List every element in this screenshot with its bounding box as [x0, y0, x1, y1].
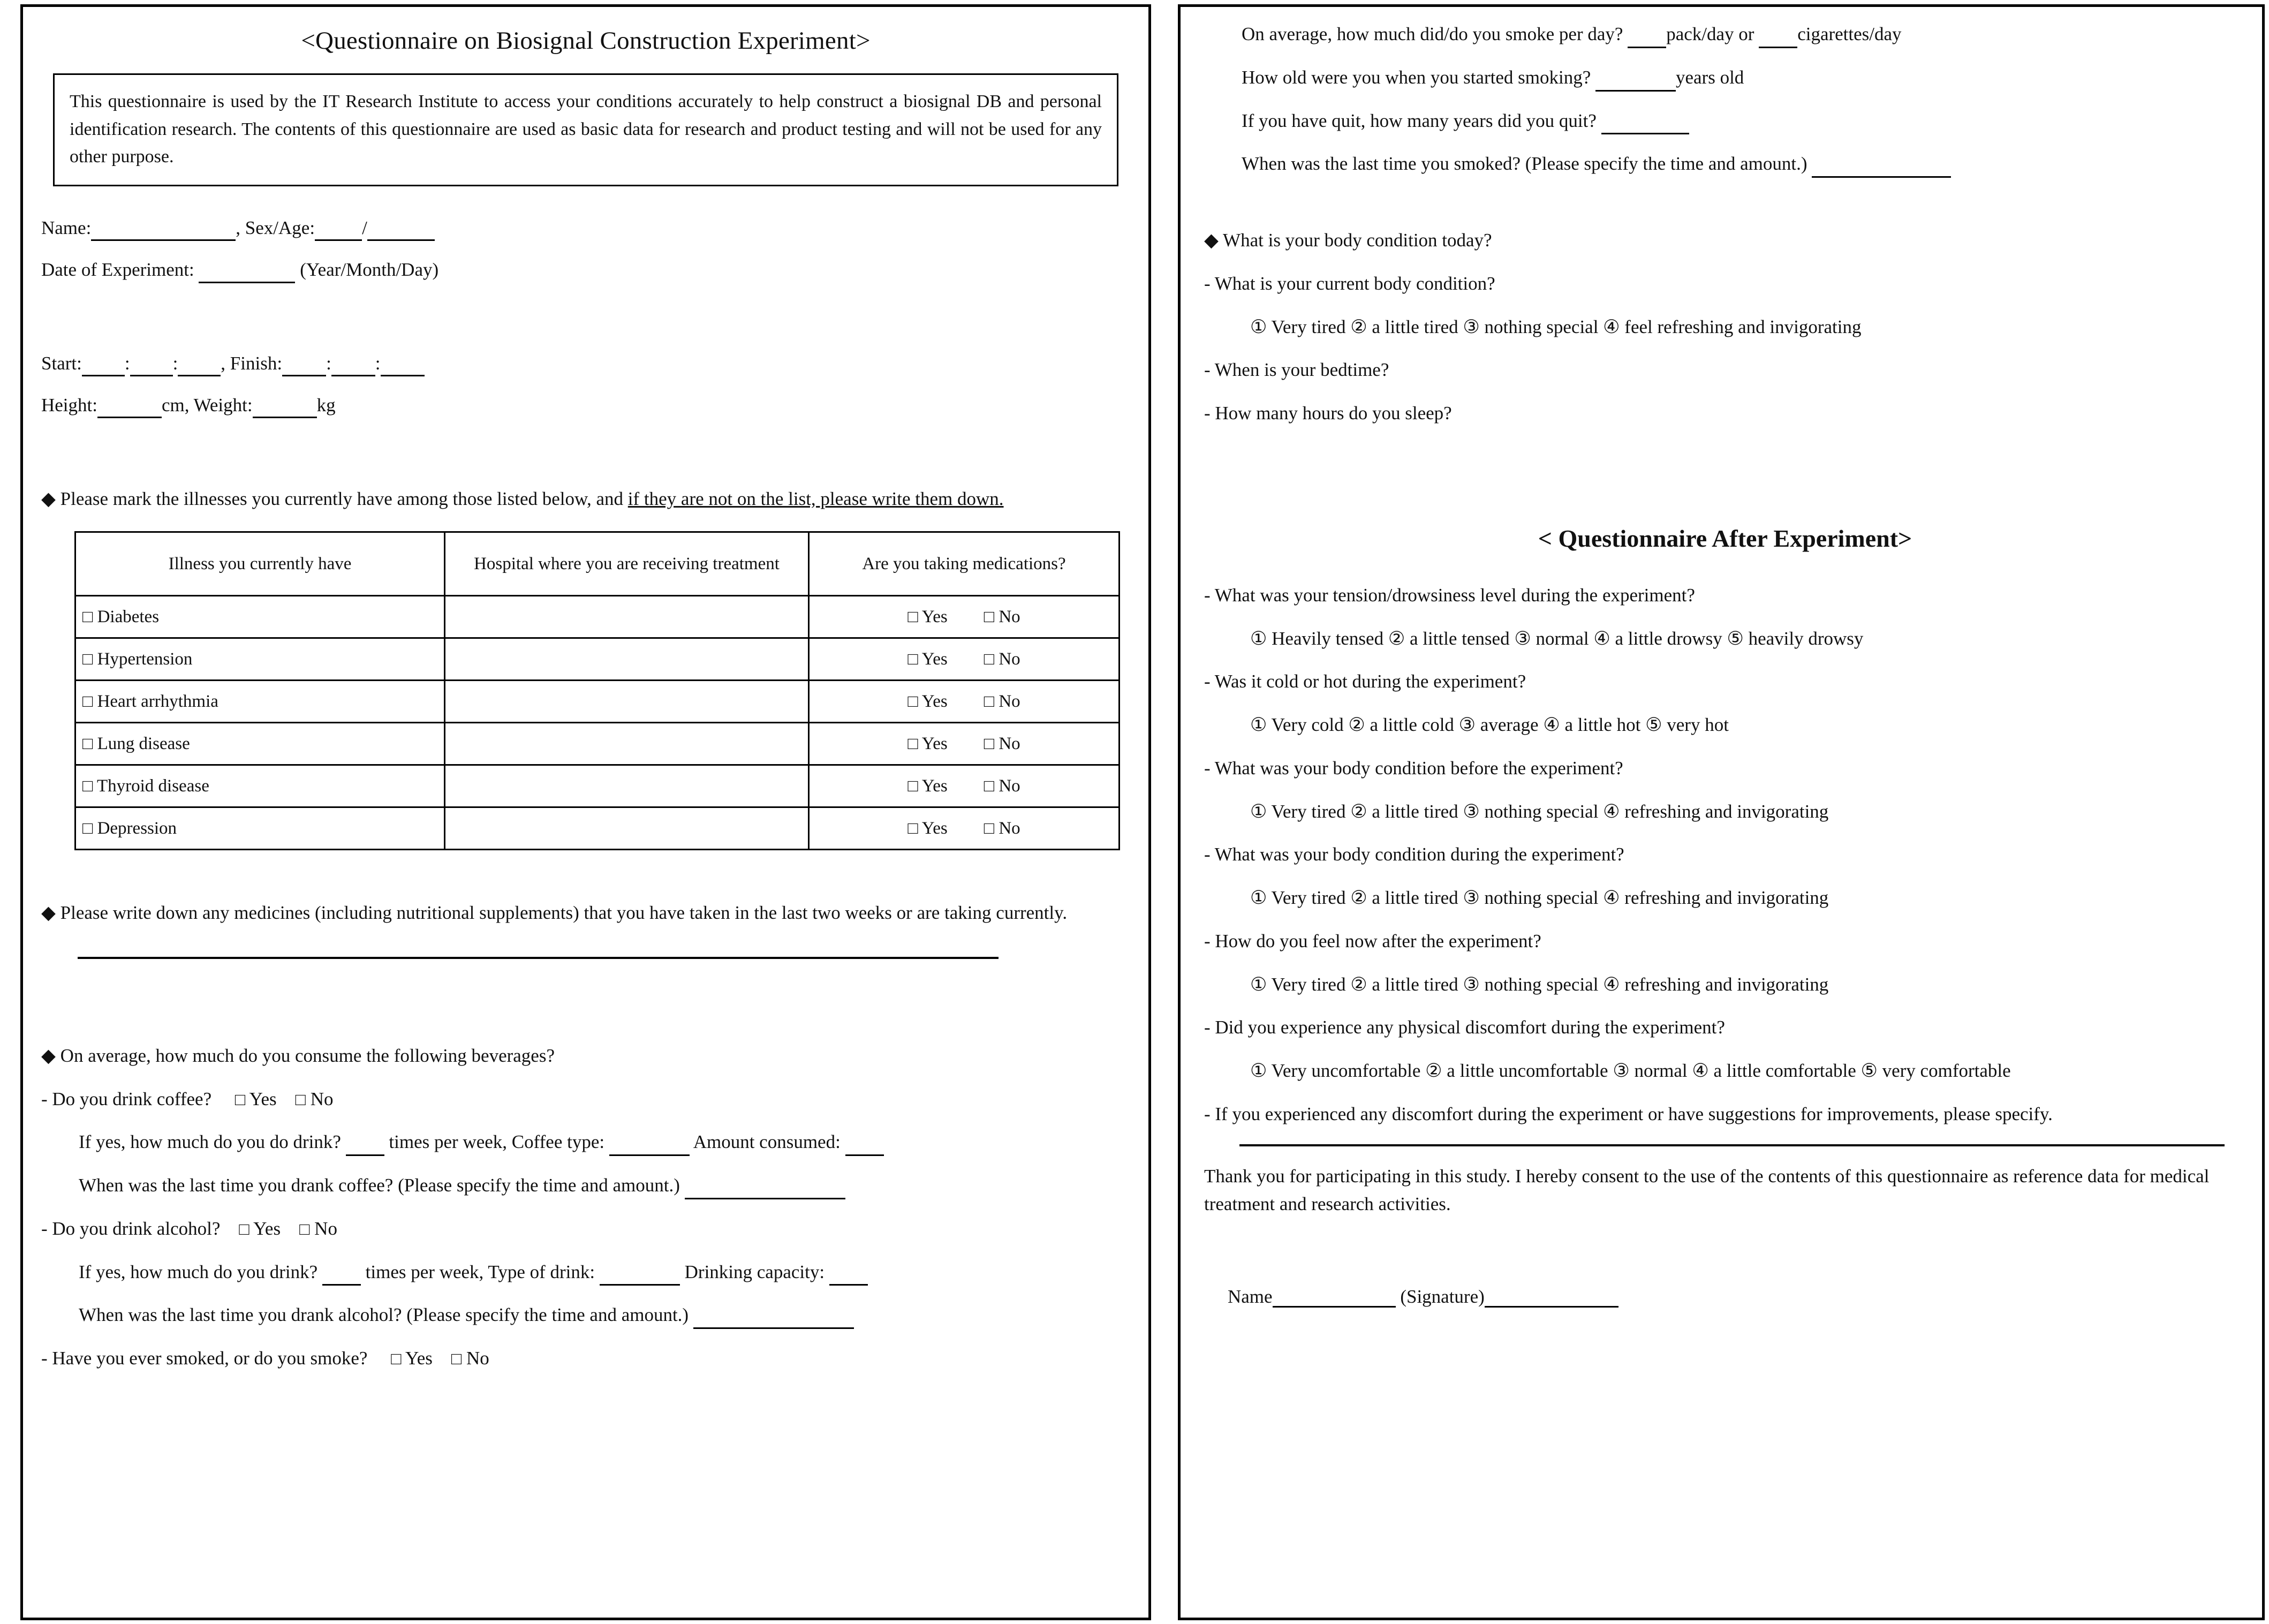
smoking-question-text: - Have you ever smoked, or do you smoke?	[41, 1348, 368, 1369]
smoke-lasttime-text: When was the last time you smoked? (Please specify the time and amount.)	[1242, 153, 1807, 175]
height-input[interactable]	[97, 401, 162, 418]
yes-label: Yes	[921, 607, 948, 626]
checkbox-icon[interactable]: □	[82, 649, 93, 668]
tension-drowsiness-options[interactable]: ① Heavily tensed ② a little tensed ③ normal ④ a little drowsy ⑤ heavily drowsy	[1250, 628, 1864, 649]
coffee-times-per-week-input[interactable]	[346, 1138, 384, 1156]
table-row	[75, 807, 1120, 850]
no-label: No	[999, 819, 1020, 838]
medication-no-option[interactable]	[984, 649, 1020, 669]
discomfort-question: - Did you experience any physical discomfort during the experiment?	[1204, 1017, 1725, 1038]
column-header-medications: Are you taking medications?	[809, 532, 1120, 596]
no-label: No	[999, 692, 1020, 711]
table-row	[75, 596, 1120, 638]
alcohol-yes-option[interactable]	[239, 1218, 281, 1239]
checkbox-icon[interactable]: □	[907, 734, 918, 753]
checkbox-icon[interactable]: □	[984, 607, 995, 626]
alcohol-capacity-input[interactable]	[829, 1268, 868, 1286]
tension-drowsiness-question: - What was your tension/drowsiness level during the experiment?	[1204, 584, 1695, 606]
alcohol-amount-row	[41, 1259, 1130, 1286]
diamond-bullet-icon: ◆	[1204, 230, 1219, 251]
height-unit-weight-label: cm, Weight:	[161, 394, 253, 416]
intro-notice-box	[53, 73, 1118, 186]
medication-yes-option[interactable]	[907, 649, 947, 669]
alcohol-times-per-week-input[interactable]	[322, 1268, 361, 1286]
diamond-bullet-icon: ◆	[41, 488, 56, 510]
medication-cell	[809, 681, 1120, 723]
signature-name-input[interactable]	[1273, 1290, 1396, 1308]
bedtime-question: - When is your bedtime?	[1204, 359, 1389, 381]
medication-no-option[interactable]	[984, 607, 1020, 627]
page-title: <Questionnaire on Biosignal Construction Experiment>	[301, 27, 871, 55]
medicines-question-text: Please write down any medicines (including nutritional supplements) that you have taken in the last two weeks or are taking currently.	[60, 902, 1068, 923]
feel-now-options[interactable]: ① Very tired ② a little tired ③ nothing special ④ refreshing and invigorating	[1250, 973, 1829, 995]
no-label: No	[310, 1088, 334, 1109]
yes-label: Yes	[253, 1218, 281, 1239]
checkbox-icon[interactable]: □	[299, 1219, 310, 1238]
start-hour-input[interactable]	[82, 359, 125, 376]
yes-label: Yes	[921, 649, 948, 669]
start-minute-input[interactable]	[130, 359, 173, 376]
discomfort-options[interactable]: ① Very uncomfortable ② a little uncomfortable ③ normal ④ a little comfortable ⑤ very comfortable	[1250, 1060, 2011, 1082]
no-label: No	[999, 776, 1020, 796]
body-before-options[interactable]: ① Very tired ② a little tired ③ nothing special ④ refreshing and invigorating	[1250, 800, 1829, 822]
finish-hour-input[interactable]	[282, 359, 326, 376]
medication-yes-option[interactable]	[907, 607, 947, 627]
date-input[interactable]	[199, 266, 295, 283]
name-label: Name:	[41, 217, 92, 239]
smoking-no-option[interactable]	[451, 1348, 489, 1369]
yes-label: Yes	[921, 734, 948, 753]
smoking-question-row	[41, 1345, 1130, 1372]
hospital-cell[interactable]	[445, 596, 809, 638]
smoke-started-age-input[interactable]	[1595, 74, 1676, 92]
smoke-quit-years-input[interactable]	[1601, 117, 1689, 134]
no-label: No	[999, 734, 1020, 753]
medication-cell	[809, 596, 1120, 638]
smoke-per-day-row	[1204, 21, 2246, 48]
intro-notice-text: This questionnaire is used by the IT Research Institute to access your conditions accurately to help construct a biosignal DB and personal identification research. The contents of this questionnaire are used as basic data for research and product testing and will not be used for any other purpose.	[70, 92, 1102, 167]
smoke-lasttime-row	[1204, 150, 2246, 178]
start-label: Start:	[41, 352, 82, 374]
sex-age-separator: /	[362, 217, 367, 239]
checkbox-icon[interactable]: □	[239, 1219, 249, 1238]
coffee-lasttime-input[interactable]	[685, 1182, 845, 1199]
temperature-question: - Was it cold or hot during the experiment?	[1204, 671, 1526, 692]
coffee-question-row	[41, 1086, 1130, 1113]
body-condition-heading	[1204, 227, 2246, 254]
smoke-cigarettes-per-day-input[interactable]	[1759, 31, 1797, 48]
medication-no-option[interactable]	[984, 776, 1020, 796]
smoke-quit-text: If you have quit, how many years did you quit?	[1242, 110, 1597, 131]
illness-label: Diabetes	[97, 607, 160, 626]
medication-cell	[809, 807, 1120, 850]
body-during-options[interactable]: ① Very tired ② a little tired ③ nothing special ④ refreshing and invigorating	[1250, 887, 1829, 909]
checkbox-icon[interactable]: □	[82, 776, 93, 795]
body-during-question: - What was your body condition during the experiment?	[1204, 844, 1624, 865]
illness-cell[interactable]	[75, 596, 445, 638]
feel-now-question: - How do you feel now after the experiment?	[1204, 930, 1541, 951]
smoke-cigarettes-label: cigarettes/day	[1797, 24, 1902, 44]
smoke-started-age-row	[1204, 64, 2246, 92]
weight-input[interactable]	[253, 401, 317, 418]
finish-minute-input[interactable]	[331, 359, 375, 376]
medication-no-option[interactable]	[984, 818, 1020, 839]
column-header-hospital: Hospital where you are receiving treatment	[445, 532, 809, 596]
alcohol-lasttime-text: When was the last time you drank alcohol? (Please specify the time and amount.)	[79, 1304, 689, 1326]
checkbox-icon[interactable]: □	[451, 1349, 462, 1368]
height-weight-row	[41, 392, 1130, 418]
hospital-cell[interactable]	[445, 681, 809, 723]
date-format-hint: (Year/Month/Day)	[300, 259, 439, 281]
checkbox-icon[interactable]: □	[907, 818, 918, 837]
illness-label: Heart arrhythmia	[97, 692, 218, 711]
illness-label: Lung disease	[97, 734, 190, 753]
beverage-question-text: On average, how much do you consume the following beverages?	[60, 1045, 555, 1066]
alcohol-no-option[interactable]	[299, 1218, 337, 1239]
illness-cell[interactable]	[75, 681, 445, 723]
start-colon-1: :	[124, 352, 130, 374]
sex-input[interactable]	[315, 223, 362, 241]
yes-label: Yes	[921, 776, 948, 796]
coffee-no-option[interactable]	[296, 1089, 334, 1109]
medication-cell	[809, 723, 1120, 765]
checkbox-icon[interactable]: □	[82, 691, 93, 711]
coffee-type-input[interactable]	[609, 1138, 690, 1156]
hospital-cell[interactable]	[445, 807, 809, 850]
alcohol-question-text: - Do you drink alcohol?	[41, 1218, 221, 1239]
smoke-pack-label: pack/day or	[1666, 24, 1754, 44]
signature-label: (Signature)	[1400, 1286, 1485, 1307]
current-body-condition-question: - What is your current body condition?	[1204, 273, 1495, 294]
diamond-bullet-icon: ◆	[41, 1045, 56, 1066]
checkbox-icon[interactable]: □	[391, 1349, 402, 1368]
medication-no-option[interactable]	[984, 734, 1020, 754]
yes-label: Yes	[921, 819, 948, 838]
consent-statement: Thank you for participating in this study. I hereby consent to the use of the contents of this questionnaire as reference data for medical treatment and research activities.	[1204, 1165, 2210, 1215]
sleep-hours-question: - How many hours do you sleep?	[1204, 403, 1452, 424]
smoke-per-day-text: On average, how much did/do you smoke per day?	[1242, 24, 1623, 44]
date-of-experiment-row	[41, 257, 1130, 283]
checkbox-icon[interactable]: □	[82, 607, 93, 626]
finish-second-input[interactable]	[381, 359, 425, 376]
suggestions-question: - If you experienced any discomfort during the experiment or have suggestions for improvements, please specify.	[1204, 1103, 2053, 1124]
medication-cell	[809, 765, 1120, 807]
table-row	[75, 765, 1120, 807]
checkbox-icon[interactable]: □	[295, 1089, 306, 1109]
diamond-bullet-icon: ◆	[41, 902, 56, 923]
no-label: No	[999, 649, 1020, 669]
left-page-panel	[20, 4, 1151, 1620]
alcohol-capacity-label: Drinking capacity:	[684, 1261, 825, 1282]
coffee-amount-row	[41, 1129, 1130, 1156]
illness-label: Hypertension	[97, 649, 193, 669]
illness-cell[interactable]	[75, 807, 445, 850]
body-before-question: - What was your body condition before the experiment?	[1204, 757, 1623, 779]
coffee-yes-option[interactable]	[235, 1089, 277, 1109]
hospital-cell[interactable]	[445, 765, 809, 807]
yes-label: Yes	[405, 1348, 433, 1369]
temperature-options[interactable]: ① Very cold ② a little cold ③ average ④ a little hot ⑤ very hot	[1250, 714, 1729, 736]
smoking-yes-option[interactable]	[391, 1348, 433, 1369]
illness-cell[interactable]	[75, 723, 445, 765]
medication-yes-option[interactable]	[907, 691, 947, 712]
height-label: Height:	[41, 394, 97, 416]
checkbox-icon[interactable]: □	[907, 607, 918, 626]
checkbox-icon[interactable]: □	[82, 818, 93, 837]
illness-instruction-underlined: if they are not on the list, please write them down.	[627, 488, 1004, 510]
illness-cell[interactable]	[75, 765, 445, 807]
body-condition-heading-text: What is your body condition today?	[1223, 230, 1492, 251]
finish-label: , Finish:	[221, 352, 283, 374]
checkbox-icon[interactable]: □	[984, 691, 995, 711]
smoke-started-text: How old were you when you started smoking?	[1242, 66, 1591, 88]
hospital-cell[interactable]	[445, 723, 809, 765]
coffee-amount-input[interactable]	[845, 1138, 884, 1156]
medication-yes-option[interactable]	[907, 734, 947, 754]
sex-age-label: , Sex/Age:	[236, 217, 315, 239]
table-header-row	[75, 532, 1120, 596]
smoke-lasttime-input[interactable]	[1812, 160, 1951, 178]
finish-colon-2: :	[375, 352, 381, 374]
illness-label: Thyroid disease	[96, 776, 209, 796]
medication-yes-option[interactable]	[907, 818, 947, 839]
coffee-lasttime-row	[41, 1172, 1130, 1199]
signature-input[interactable]	[1485, 1290, 1618, 1308]
smoke-pack-per-day-input[interactable]	[1628, 31, 1666, 48]
alcohol-type-input[interactable]	[600, 1268, 680, 1286]
medication-no-option[interactable]	[984, 691, 1020, 712]
illness-label: Depression	[97, 819, 177, 838]
medication-yes-option[interactable]	[907, 776, 947, 796]
checkbox-icon[interactable]: □	[984, 649, 995, 668]
illness-cell[interactable]	[75, 638, 445, 681]
after-experiment-title: < Questionnaire After Experiment>	[1538, 524, 1912, 552]
illness-instruction-plain: Please mark the illnesses you currently have among those listed below, and	[60, 488, 628, 510]
checkbox-icon[interactable]: □	[984, 818, 995, 837]
coffee-lasttime-text: When was the last time you drank coffee? (Please specify the time and amount.)	[79, 1175, 680, 1196]
alcohol-times-label: times per week, Type of drink:	[365, 1261, 595, 1282]
date-label: Date of Experiment:	[41, 259, 194, 281]
beverage-question	[41, 1043, 1130, 1070]
no-label: No	[999, 607, 1020, 626]
table-row	[75, 638, 1120, 681]
no-label: No	[314, 1218, 337, 1239]
signature-row	[1204, 1286, 2246, 1308]
current-body-condition-options[interactable]: ① Very tired ② a little tired ③ nothing special ④ feel refreshing and invigorating	[1250, 316, 1862, 337]
column-header-illness: Illness you currently have	[75, 532, 445, 596]
weight-unit-label: kg	[316, 394, 336, 416]
checkbox-icon[interactable]: □	[82, 734, 93, 753]
medicines-question	[41, 900, 1130, 927]
name-input[interactable]	[91, 223, 236, 241]
name-sex-age-row	[41, 215, 1130, 241]
alcohol-lasttime-row	[41, 1302, 1130, 1329]
hospital-cell[interactable]	[445, 638, 809, 681]
smoke-quit-row	[1204, 108, 2246, 135]
start-second-input[interactable]	[178, 359, 221, 376]
checkbox-icon[interactable]: □	[235, 1089, 246, 1109]
coffee-question-text: - Do you drink coffee?	[41, 1088, 212, 1109]
start-colon-2: :	[172, 352, 178, 374]
no-label: No	[466, 1348, 489, 1369]
right-page-panel	[1178, 4, 2265, 1620]
checkbox-icon[interactable]: □	[907, 776, 918, 795]
yes-label: Yes	[249, 1088, 277, 1109]
coffee-amount-label: Amount consumed:	[693, 1131, 841, 1153]
illness-instruction	[41, 486, 1130, 513]
illness-table	[74, 531, 1120, 850]
coffee-ifyes-text: If yes, how much do you do drink?	[79, 1131, 341, 1153]
coffee-times-label: times per week, Coffee type:	[389, 1131, 605, 1153]
table-row	[75, 723, 1120, 765]
table-row	[75, 681, 1120, 723]
age-input[interactable]	[367, 223, 435, 241]
checkbox-icon[interactable]: □	[984, 776, 995, 795]
alcohol-ifyes-text: If yes, how much do you drink?	[79, 1261, 318, 1282]
alcohol-question-row	[41, 1215, 1130, 1243]
checkbox-icon[interactable]: □	[907, 691, 918, 711]
alcohol-lasttime-input[interactable]	[693, 1311, 854, 1329]
medication-cell	[809, 638, 1120, 681]
smoke-years-old-label: years old	[1675, 66, 1744, 88]
start-finish-row	[41, 351, 1130, 376]
checkbox-icon[interactable]: □	[907, 649, 918, 668]
yes-label: Yes	[921, 692, 948, 711]
checkbox-icon[interactable]: □	[984, 734, 995, 753]
finish-colon-1: :	[326, 352, 331, 374]
signature-name-label: Name	[1228, 1286, 1273, 1307]
